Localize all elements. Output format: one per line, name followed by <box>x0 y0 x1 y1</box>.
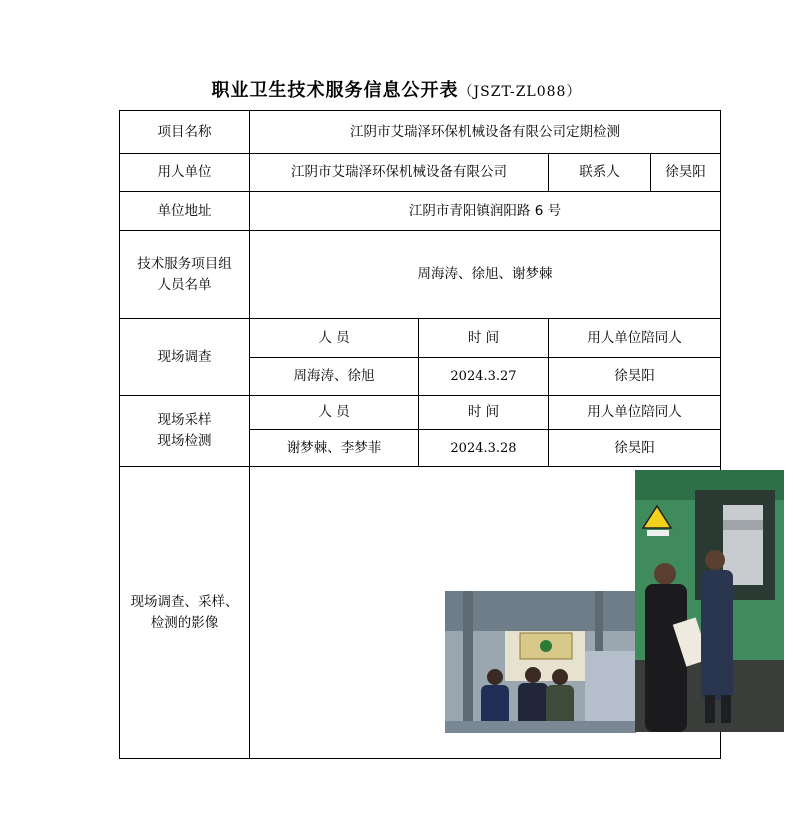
machine-photo <box>635 470 784 732</box>
title-code: （JSZT-ZL088） <box>458 84 582 100</box>
images-label <box>120 467 250 759</box>
sampling-time: 2024.3.28 <box>419 430 549 467</box>
sampling-people: 谢梦棘、李梦菲 <box>250 430 419 467</box>
sampling-header-people: 人 员 <box>250 396 419 430</box>
team-value: 周海涛、徐旭、谢梦棘 <box>250 231 721 319</box>
address-label: 单位地址 <box>120 192 250 231</box>
project-name-value: 江阴市艾瑞泽环保机械设备有限公司定期检测 <box>250 111 721 154</box>
team-label-line1: 技术服务项目组 <box>137 255 232 272</box>
images-label-line2: 检测的影像 <box>150 614 219 631</box>
images-label-line1: 现场调查、采样、 <box>130 593 239 610</box>
survey-header-time: 时 间 <box>419 319 549 358</box>
page-title <box>0 76 793 102</box>
project-name-label: 项目名称 <box>120 111 250 154</box>
survey-header-people: 人 员 <box>250 319 419 358</box>
sampling-escort: 徐昊阳 <box>549 430 721 467</box>
client-value: 江阴市艾瑞泽环保机械设备有限公司 <box>250 154 549 192</box>
contact-label: 联系人 <box>549 154 651 192</box>
contact-value: 徐昊阳 <box>651 154 721 192</box>
survey-escort: 徐昊阳 <box>549 358 721 396</box>
images-cell <box>250 467 721 759</box>
team-label <box>120 231 250 319</box>
client-label: 用人单位 <box>120 154 250 192</box>
survey-label: 现场调查 <box>120 319 250 396</box>
address-value: 江阴市青阳镇润阳路 6 号 <box>250 192 721 231</box>
sampling-header-escort: 用人单位陪同人 <box>549 396 721 430</box>
title-main: 职业卫生技术服务信息公开表 <box>211 80 459 101</box>
group-photo <box>445 591 636 733</box>
info-table <box>119 110 721 759</box>
sampling-label-line1: 现场采样 <box>157 412 212 428</box>
survey-header-escort: 用人单位陪同人 <box>549 319 721 358</box>
team-label-line2: 人员名单 <box>157 276 212 293</box>
sampling-label-line2: 现场检测 <box>157 433 212 449</box>
sampling-label <box>120 396 250 467</box>
sampling-header-time: 时 间 <box>419 396 549 430</box>
survey-time: 2024.3.27 <box>419 358 549 396</box>
survey-people: 周海涛、徐旭 <box>250 358 419 396</box>
